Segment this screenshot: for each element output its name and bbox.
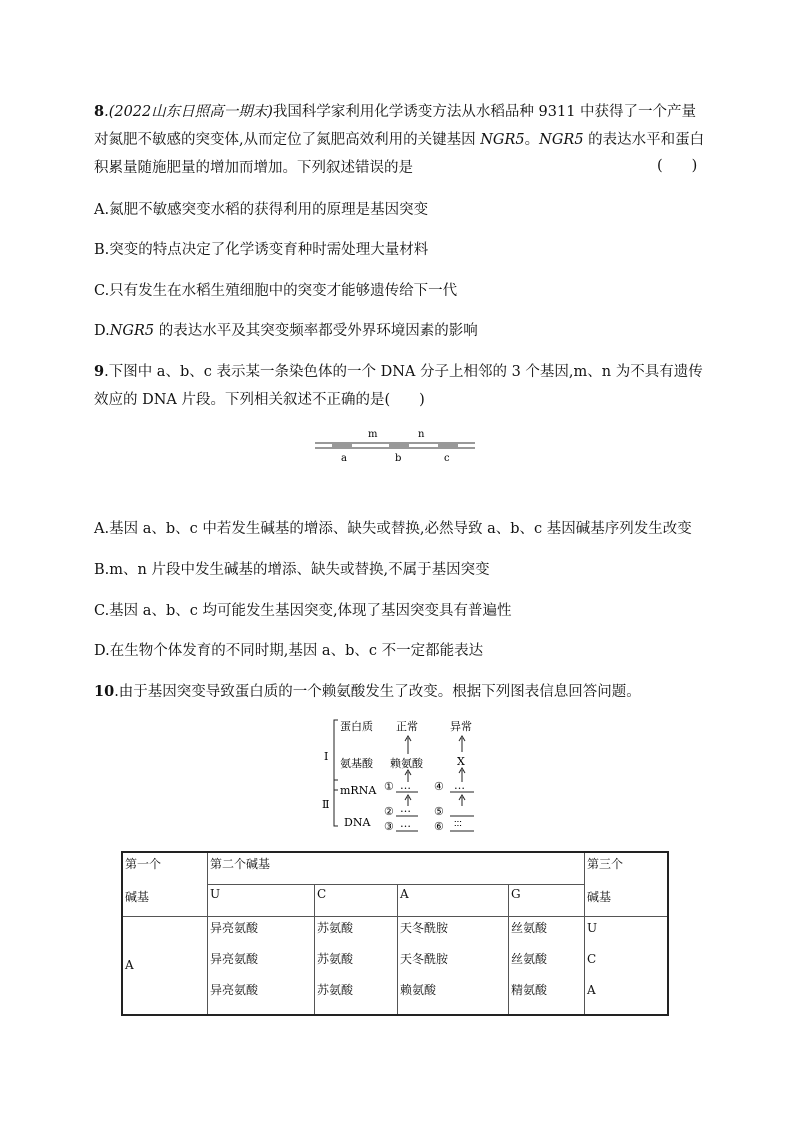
circle-2: ② — [384, 805, 394, 818]
gene-c — [438, 443, 458, 448]
label-n: n — [418, 429, 425, 440]
label-a: a — [341, 453, 347, 464]
codon-dots-1: … — [400, 779, 411, 792]
codon-table — [121, 851, 669, 1016]
gene-name: NGR5 — [109, 323, 155, 339]
header-first-base — [122, 852, 208, 916]
table-cell: U — [587, 920, 598, 935]
label-lysine: 赖氨酸 — [390, 757, 423, 770]
gene-b — [389, 443, 409, 448]
base-g: G — [509, 884, 585, 916]
column-a — [398, 916, 509, 1015]
option-d — [94, 317, 706, 345]
option-d: D.在生物个体发育的不同时期,基因 a、b、c 不一定都能表达 — [94, 643, 484, 659]
option-label: D. — [94, 323, 110, 339]
roman-1: Ⅰ — [324, 750, 329, 763]
table-cell: 异亮氨酸 — [210, 982, 259, 997]
gene-expression-diagram — [316, 716, 486, 838]
dna-gene-diagram — [310, 427, 480, 467]
table-cell: 赖氨酸 — [400, 982, 437, 997]
table-cell: C — [587, 951, 597, 966]
label-mrna: mRNA — [340, 784, 377, 797]
question-source: .(2022山东日照高一期末) — [104, 104, 273, 120]
option-text: 的表达水平及其突变频率都受外界环境因素的影响 — [154, 323, 478, 339]
base-u: U — [208, 884, 315, 916]
label-b: b — [395, 453, 402, 464]
first-base-a: A — [122, 916, 208, 1015]
question-number: 10 — [94, 683, 115, 700]
table-cell: 苏氨酸 — [317, 920, 354, 935]
circle-1: ① — [384, 780, 394, 793]
table-cell: 苏氨酸 — [317, 951, 354, 966]
option-a: A.基因 a、b、c 中若发生碱基的增添、缺失或替换,必然导致 a、b、c 基因碱基序列发生改变 — [94, 521, 692, 537]
option-b: B.突变的特点决定了化学诱变育种时需处理大量材料 — [94, 242, 429, 258]
table-cell: 丝氨酸 — [511, 920, 548, 935]
column-third-base — [585, 916, 669, 1015]
question-number: 8 — [94, 103, 105, 120]
option-b: B.m、n 片段中发生碱基的增添、缺失或替换,不属于基因突变 — [94, 562, 490, 578]
codon-dots-3: … — [400, 817, 411, 830]
question-text: .由于基因突变导致蛋白质的一个赖氨酸发生了改变。根据下列图表信息回答问题。 — [114, 684, 641, 700]
option-c: C.只有发生在水稻生殖细胞中的突变才能够遗传给下一代 — [94, 283, 458, 299]
label-abnormal: 异常 — [450, 720, 472, 733]
answer-paren: ( ) — [657, 158, 698, 174]
table-cell: 异亮氨酸 — [210, 920, 259, 935]
option-c: C.基因 a、b、c 均可能发生基因突变,体现了基因突变具有普遍性 — [94, 603, 512, 619]
codon-dots-2: … — [400, 802, 411, 815]
header-second-base: 第二个碱基 — [208, 852, 585, 884]
header-third-base — [585, 852, 669, 916]
label-dna: DNA — [344, 816, 371, 829]
table-cell: 天冬酰胺 — [400, 951, 449, 966]
table-cell: 苏氨酸 — [317, 982, 354, 997]
label-normal: 正常 — [396, 720, 418, 733]
label-amino-acid: 氨基酸 — [340, 757, 373, 770]
question-10 — [94, 678, 706, 706]
label-m: m — [368, 429, 378, 440]
roman-2: Ⅱ — [322, 798, 330, 811]
label-protein: 蛋白质 — [340, 720, 373, 733]
circle-4: ④ — [434, 780, 444, 793]
column-c — [315, 916, 398, 1015]
question-9 — [94, 358, 706, 414]
circle-3: ③ — [384, 820, 394, 833]
label-c: c — [444, 453, 450, 464]
circle-5: ⑤ — [434, 805, 444, 818]
header-text: 碱基 — [587, 890, 612, 904]
question-text: 的表达水平和蛋白积累量随施肥量的增加而增加。下列叙述错误的是 — [94, 132, 705, 176]
base-c: C — [315, 884, 398, 916]
codon-dots-4: … — [454, 779, 465, 792]
question-8 — [94, 98, 706, 182]
header-text: 第三个 — [587, 857, 624, 871]
header-text: 第一个 — [125, 857, 162, 871]
column-g — [509, 916, 585, 1015]
option-a: A.氮肥不敏感突变水稻的获得利用的原理是基因突变 — [94, 202, 429, 218]
gene-name: NGR5 — [480, 132, 525, 148]
question-text: 。 — [524, 132, 540, 148]
question-text: .下图中 a、b、c 表示某一条染色体的一个 DNA 分子上相邻的 3 个基因,m、n 为不具有遗传效应的 DNA 片段。下列相关叙述不正确的是( ) — [94, 364, 703, 408]
table-cell: 丝氨酸 — [511, 951, 548, 966]
question-number: 9 — [94, 363, 105, 380]
label-x: X — [457, 755, 465, 768]
table-cell: 精氨酸 — [511, 982, 548, 997]
question-text: 我国科学家利用化学诱变方法从水稻品种 9311 中获得了一个产量对氮肥不敏感的突变体,从而定位了氮肥高效利用的关键基因 — [94, 104, 697, 148]
circle-6: ⑥ — [434, 820, 444, 833]
gene-a — [332, 443, 352, 448]
column-u — [208, 916, 315, 1015]
gene-name: NGR5 — [539, 132, 584, 148]
codon-dots-6: ∶∶∶ — [454, 819, 462, 830]
header-text: 碱基 — [125, 890, 150, 904]
bracket-2 — [334, 780, 338, 826]
table-cell: 异亮氨酸 — [210, 951, 259, 966]
table-cell: 天冬酰胺 — [400, 920, 449, 935]
table-cell: A — [587, 982, 596, 997]
base-a: A — [398, 884, 509, 916]
